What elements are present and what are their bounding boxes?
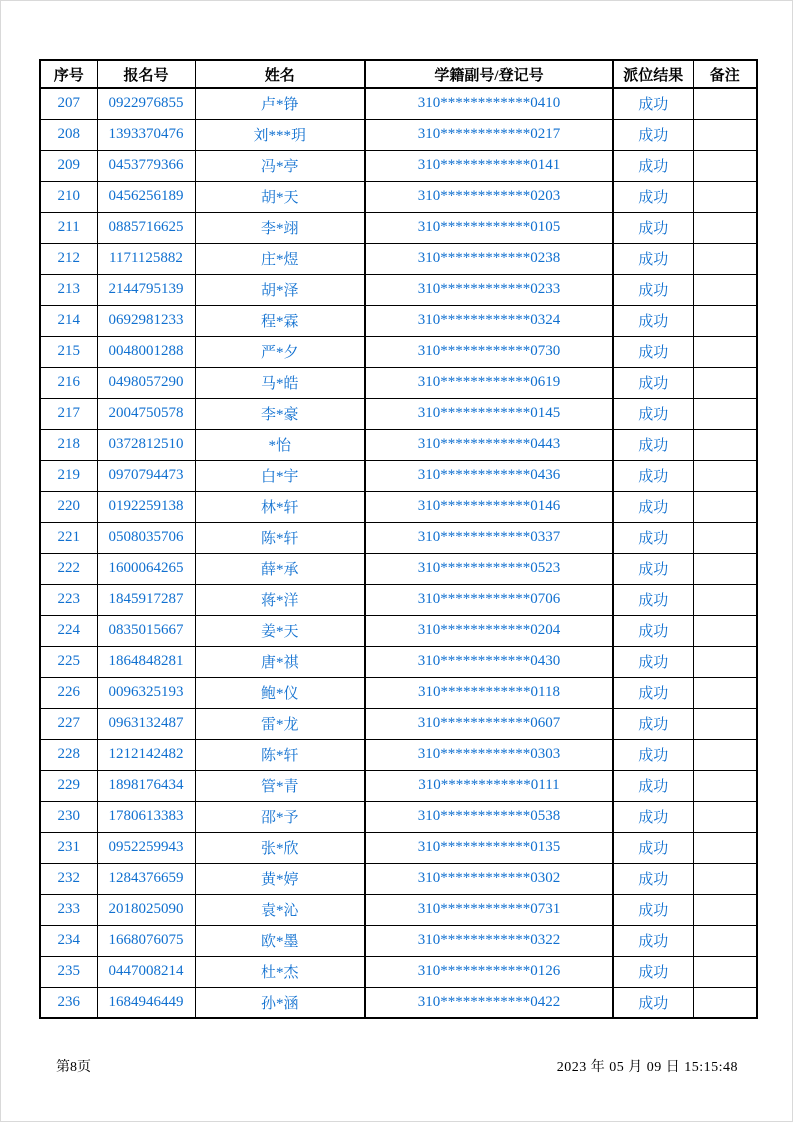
registration-number-cell: 0963132487	[97, 708, 195, 739]
result-cell: 成功	[613, 708, 693, 739]
table-row	[40, 274, 757, 305]
remark-cell	[693, 584, 757, 615]
serial-number-cell: 225	[40, 646, 97, 677]
remark-cell	[693, 770, 757, 801]
registration-number-cell: 1284376659	[97, 863, 195, 894]
result-cell: 成功	[613, 894, 693, 925]
result-cell: 成功	[613, 460, 693, 491]
registration-number-cell: 2144795139	[97, 274, 195, 305]
student-id-cell: 310************0324	[365, 305, 613, 336]
result-cell: 成功	[613, 863, 693, 894]
serial-number-cell: 216	[40, 367, 97, 398]
remark-cell	[693, 150, 757, 181]
table-row	[40, 336, 757, 367]
table-row	[40, 522, 757, 553]
student-name-cell: 刘***玥	[195, 119, 365, 150]
student-id-cell: 310************0523	[365, 553, 613, 584]
student-name-cell: 邵*予	[195, 801, 365, 832]
registration-number-cell: 1898176434	[97, 770, 195, 801]
registration-number-cell: 2004750578	[97, 398, 195, 429]
serial-number-cell: 210	[40, 181, 97, 212]
student-id-cell: 310************0337	[365, 522, 613, 553]
student-id-cell: 310************0410	[365, 88, 613, 119]
serial-number-cell: 232	[40, 863, 97, 894]
table-row	[40, 584, 757, 615]
result-cell: 成功	[613, 305, 693, 336]
serial-number-cell: 207	[40, 88, 97, 119]
registration-number-cell: 0692981233	[97, 305, 195, 336]
student-name-cell: 卢*铮	[195, 88, 365, 119]
student-name-cell: 鲍*仪	[195, 677, 365, 708]
student-id-cell: 310************0111	[365, 770, 613, 801]
serial-number-cell: 223	[40, 584, 97, 615]
student-name-cell: 严*夕	[195, 336, 365, 367]
table-row	[40, 708, 757, 739]
result-cell: 成功	[613, 584, 693, 615]
student-id-cell: 310************0322	[365, 925, 613, 956]
result-cell: 成功	[613, 491, 693, 522]
table-row	[40, 677, 757, 708]
remark-cell	[693, 305, 757, 336]
registration-number-cell: 1212142482	[97, 739, 195, 770]
serial-number-cell: 221	[40, 522, 97, 553]
table-row	[40, 956, 757, 987]
student-id-cell: 310************0303	[365, 739, 613, 770]
student-name-cell: 白*宇	[195, 460, 365, 491]
print-timestamp: 2023 年 05 月 09 日 15:15:48	[556, 1060, 738, 1075]
table-row	[40, 460, 757, 491]
remark-cell	[693, 212, 757, 243]
student-id-cell: 310************0145	[365, 398, 613, 429]
student-name-cell: 欧*墨	[195, 925, 365, 956]
result-cell: 成功	[613, 212, 693, 243]
student-name-cell: 胡*泽	[195, 274, 365, 305]
result-cell: 成功	[613, 522, 693, 553]
result-cell: 成功	[613, 367, 693, 398]
student-id-cell: 310************0436	[365, 460, 613, 491]
registration-number-cell: 0372812510	[97, 429, 195, 460]
serial-number-cell: 209	[40, 150, 97, 181]
table-row	[40, 88, 757, 119]
remark-cell	[693, 894, 757, 925]
table-row	[40, 150, 757, 181]
registration-number-cell: 1600064265	[97, 553, 195, 584]
col-header-serial: 序号	[40, 60, 97, 88]
student-name-cell: *怡	[195, 429, 365, 460]
col-header-remark: 备注	[693, 60, 757, 88]
remark-cell	[693, 367, 757, 398]
col-header-result: 派位结果	[613, 60, 693, 88]
student-name-cell: 马*皓	[195, 367, 365, 398]
student-id-cell: 310************0126	[365, 956, 613, 987]
registration-number-cell: 0096325193	[97, 677, 195, 708]
serial-number-cell: 217	[40, 398, 97, 429]
table-row	[40, 801, 757, 832]
student-name-cell: 袁*沁	[195, 894, 365, 925]
table-row	[40, 925, 757, 956]
table-row	[40, 181, 757, 212]
serial-number-cell: 228	[40, 739, 97, 770]
student-id-cell: 310************0204	[365, 615, 613, 646]
remark-cell	[693, 398, 757, 429]
student-id-cell: 310************0731	[365, 894, 613, 925]
serial-number-cell: 211	[40, 212, 97, 243]
result-cell: 成功	[613, 739, 693, 770]
table-row	[40, 894, 757, 925]
table-row	[40, 770, 757, 801]
student-id-cell: 310************0146	[365, 491, 613, 522]
student-name-cell: 李*翊	[195, 212, 365, 243]
serial-number-cell: 208	[40, 119, 97, 150]
remark-cell	[693, 460, 757, 491]
student-id-cell: 310************0422	[365, 987, 613, 1018]
student-name-cell: 黄*婷	[195, 863, 365, 894]
student-name-cell: 孙*涵	[195, 987, 365, 1018]
student-id-cell: 310************0730	[365, 336, 613, 367]
serial-number-cell: 214	[40, 305, 97, 336]
serial-number-cell: 233	[40, 894, 97, 925]
result-cell: 成功	[613, 336, 693, 367]
remark-cell	[693, 88, 757, 119]
serial-number-cell: 220	[40, 491, 97, 522]
remark-cell	[693, 553, 757, 584]
result-cell: 成功	[613, 615, 693, 646]
remark-cell	[693, 429, 757, 460]
placement-result-table	[39, 59, 758, 1019]
page-footer	[39, 1056, 754, 1076]
serial-number-cell: 212	[40, 243, 97, 274]
student-id-cell: 310************0607	[365, 708, 613, 739]
result-cell: 成功	[613, 925, 693, 956]
table-row	[40, 491, 757, 522]
serial-number-cell: 218	[40, 429, 97, 460]
serial-number-cell: 227	[40, 708, 97, 739]
registration-number-cell: 0456256189	[97, 181, 195, 212]
registration-number-cell: 0453779366	[97, 150, 195, 181]
table-header-row	[40, 60, 757, 88]
table-row	[40, 863, 757, 894]
registration-number-cell: 0508035706	[97, 522, 195, 553]
student-name-cell: 陈*轩	[195, 522, 365, 553]
student-id-cell: 310************0217	[365, 119, 613, 150]
registration-number-cell: 0835015667	[97, 615, 195, 646]
student-id-cell: 310************0430	[365, 646, 613, 677]
student-id-cell: 310************0238	[365, 243, 613, 274]
result-cell: 成功	[613, 956, 693, 987]
table-row	[40, 739, 757, 770]
student-name-cell: 林*轩	[195, 491, 365, 522]
student-id-cell: 310************0105	[365, 212, 613, 243]
table-row	[40, 987, 757, 1018]
student-name-cell: 程*霖	[195, 305, 365, 336]
remark-cell	[693, 522, 757, 553]
student-name-cell: 杜*杰	[195, 956, 365, 987]
remark-cell	[693, 615, 757, 646]
student-name-cell: 陈*轩	[195, 739, 365, 770]
serial-number-cell: 236	[40, 987, 97, 1018]
registration-number-cell: 0048001288	[97, 336, 195, 367]
student-id-cell: 310************0706	[365, 584, 613, 615]
student-id-cell: 310************0443	[365, 429, 613, 460]
serial-number-cell: 234	[40, 925, 97, 956]
remark-cell	[693, 181, 757, 212]
student-id-cell: 310************0135	[365, 832, 613, 863]
registration-number-cell: 0952259943	[97, 832, 195, 863]
registration-number-cell: 0970794473	[97, 460, 195, 491]
remark-cell	[693, 956, 757, 987]
remark-cell	[693, 274, 757, 305]
serial-number-cell: 229	[40, 770, 97, 801]
student-id-cell: 310************0619	[365, 367, 613, 398]
student-name-cell: 冯*亭	[195, 150, 365, 181]
result-cell: 成功	[613, 274, 693, 305]
result-cell: 成功	[613, 150, 693, 181]
col-header-student-id: 学籍副号/登记号	[365, 60, 613, 88]
registration-number-cell: 0447008214	[97, 956, 195, 987]
table-row	[40, 615, 757, 646]
remark-cell	[693, 677, 757, 708]
student-id-cell: 310************0118	[365, 677, 613, 708]
remark-cell	[693, 801, 757, 832]
remark-cell	[693, 243, 757, 274]
student-id-cell: 310************0302	[365, 863, 613, 894]
student-name-cell: 雷*龙	[195, 708, 365, 739]
registration-number-cell: 1393370476	[97, 119, 195, 150]
table-row	[40, 119, 757, 150]
remark-cell	[693, 832, 757, 863]
serial-number-cell: 224	[40, 615, 97, 646]
remark-cell	[693, 708, 757, 739]
table-row	[40, 305, 757, 336]
table-row	[40, 243, 757, 274]
registration-number-cell: 1845917287	[97, 584, 195, 615]
table-row	[40, 367, 757, 398]
serial-number-cell: 230	[40, 801, 97, 832]
serial-number-cell: 219	[40, 460, 97, 491]
registration-number-cell: 1684946449	[97, 987, 195, 1018]
serial-number-cell: 226	[40, 677, 97, 708]
student-name-cell: 蒋*洋	[195, 584, 365, 615]
result-cell: 成功	[613, 770, 693, 801]
student-id-cell: 310************0538	[365, 801, 613, 832]
serial-number-cell: 231	[40, 832, 97, 863]
remark-cell	[693, 863, 757, 894]
table-row	[40, 646, 757, 677]
remark-cell	[693, 739, 757, 770]
remark-cell	[693, 336, 757, 367]
remark-cell	[693, 925, 757, 956]
remark-cell	[693, 491, 757, 522]
result-cell: 成功	[613, 553, 693, 584]
table-row	[40, 398, 757, 429]
result-cell: 成功	[613, 801, 693, 832]
student-name-cell: 管*青	[195, 770, 365, 801]
student-name-cell: 张*欣	[195, 832, 365, 863]
table-row	[40, 553, 757, 584]
remark-cell	[693, 987, 757, 1018]
serial-number-cell: 213	[40, 274, 97, 305]
col-header-registration: 报名号	[97, 60, 195, 88]
result-cell: 成功	[613, 119, 693, 150]
student-name-cell: 胡*天	[195, 181, 365, 212]
registration-number-cell: 1780613383	[97, 801, 195, 832]
result-cell: 成功	[613, 429, 693, 460]
registration-number-cell: 2018025090	[97, 894, 195, 925]
student-id-cell: 310************0141	[365, 150, 613, 181]
result-cell: 成功	[613, 398, 693, 429]
result-cell: 成功	[613, 243, 693, 274]
registration-number-cell: 1171125882	[97, 243, 195, 274]
registration-number-cell: 0922976855	[97, 88, 195, 119]
table-row	[40, 429, 757, 460]
student-id-cell: 310************0203	[365, 181, 613, 212]
student-name-cell: 庄*煜	[195, 243, 365, 274]
student-name-cell: 唐*祺	[195, 646, 365, 677]
table-row	[40, 832, 757, 863]
col-header-name: 姓名	[195, 60, 365, 88]
student-id-cell: 310************0233	[365, 274, 613, 305]
student-name-cell: 薛*承	[195, 553, 365, 584]
registration-number-cell: 1668076075	[97, 925, 195, 956]
registration-number-cell: 0885716625	[97, 212, 195, 243]
registration-number-cell: 1864848281	[97, 646, 195, 677]
result-cell: 成功	[613, 88, 693, 119]
student-name-cell: 李*豪	[195, 398, 365, 429]
table-row	[40, 212, 757, 243]
result-cell: 成功	[613, 646, 693, 677]
serial-number-cell: 235	[40, 956, 97, 987]
registration-number-cell: 0192259138	[97, 491, 195, 522]
remark-cell	[693, 646, 757, 677]
serial-number-cell: 222	[40, 553, 97, 584]
serial-number-cell: 215	[40, 336, 97, 367]
student-name-cell: 姜*天	[195, 615, 365, 646]
page-number: 第8页	[56, 1060, 91, 1075]
remark-cell	[693, 119, 757, 150]
result-cell: 成功	[613, 677, 693, 708]
registration-number-cell: 0498057290	[97, 367, 195, 398]
result-cell: 成功	[613, 832, 693, 863]
result-cell: 成功	[613, 181, 693, 212]
result-cell: 成功	[613, 987, 693, 1018]
